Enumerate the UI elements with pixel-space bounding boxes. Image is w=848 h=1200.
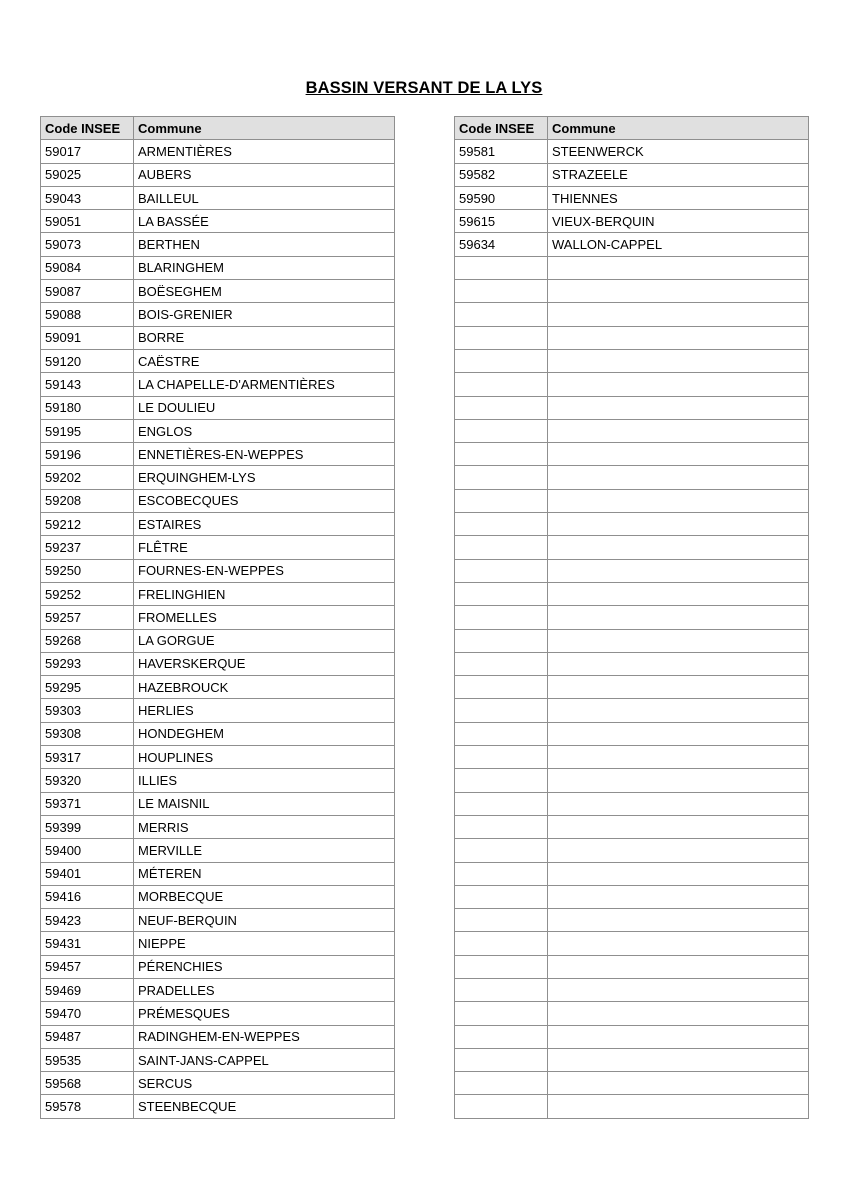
table-header-row [455,117,809,140]
cell-code-insee [455,513,548,536]
cell-commune [548,280,809,303]
table-row [41,746,395,769]
cell-commune [548,559,809,582]
cell-code-insee: 59051 [41,210,134,233]
cell-commune [548,303,809,326]
cell-code-insee [455,652,548,675]
table-row [455,349,809,372]
cell-code-insee: 59252 [41,582,134,605]
cell-code-insee [455,676,548,699]
cell-code-insee: 59371 [41,792,134,815]
cell-code-insee [455,349,548,372]
cell-commune: VIEUX-BERQUIN [548,210,809,233]
table-row [455,443,809,466]
communes-table-right [454,116,809,1119]
cell-code-insee [455,443,548,466]
cell-code-insee: 59400 [41,839,134,862]
table-row [41,186,395,209]
cell-commune: ESCOBECQUES [134,489,395,512]
cell-commune [548,955,809,978]
cell-commune [548,513,809,536]
cell-commune: LA GORGUE [134,629,395,652]
cell-code-insee [455,559,548,582]
cell-commune [548,443,809,466]
cell-commune: STRAZEELE [548,163,809,186]
cell-code-insee: 59317 [41,746,134,769]
table-row [455,746,809,769]
cell-code-insee [455,746,548,769]
cell-commune: BORRE [134,326,395,349]
cell-code-insee [455,769,548,792]
cell-code-insee [455,419,548,442]
cell-commune: THIENNES [548,186,809,209]
cell-code-insee: 59568 [41,1072,134,1095]
cell-code-insee: 59088 [41,303,134,326]
table-row [455,862,809,885]
cell-code-insee: 59180 [41,396,134,419]
cell-commune: MERRIS [134,815,395,838]
table-row [455,606,809,629]
cell-commune: BOIS-GRENIER [134,303,395,326]
cell-commune [548,885,809,908]
cell-code-insee: 59043 [41,186,134,209]
cell-code-insee [455,1002,548,1025]
cell-commune [548,466,809,489]
cell-code-insee: 59416 [41,885,134,908]
cell-code-insee [455,909,548,932]
cell-code-insee: 59469 [41,978,134,1001]
cell-code-insee [455,932,548,955]
table-row [41,885,395,908]
table-header-row [41,117,395,140]
table-row [41,303,395,326]
table-row [455,466,809,489]
cell-code-insee [455,606,548,629]
table-row [41,1048,395,1071]
table-row [41,1002,395,1025]
table-row [41,932,395,955]
cell-commune: STEENWERCK [548,140,809,163]
table-row [41,1025,395,1048]
table-row [455,536,809,559]
cell-commune: CAËSTRE [134,349,395,372]
cell-commune: ESTAIRES [134,513,395,536]
cell-code-insee: 59084 [41,256,134,279]
table-row [455,1002,809,1025]
table-row [455,186,809,209]
cell-commune: WALLON-CAPPEL [548,233,809,256]
cell-commune [548,1002,809,1025]
cell-code-insee: 59582 [455,163,548,186]
cell-commune: PRADELLES [134,978,395,1001]
table-row [41,233,395,256]
table-row [41,978,395,1001]
cell-commune [548,536,809,559]
table-row [41,210,395,233]
cell-code-insee [455,815,548,838]
table-row [455,513,809,536]
cell-code-insee: 59143 [41,373,134,396]
cell-code-insee [455,792,548,815]
cell-code-insee: 59087 [41,280,134,303]
cell-commune: HOUPLINES [134,746,395,769]
cell-commune [548,1025,809,1048]
cell-commune [548,373,809,396]
cell-code-insee: 59634 [455,233,548,256]
cell-commune: PÉRENCHIES [134,955,395,978]
table-row [41,652,395,675]
table-row [455,815,809,838]
table-row [41,722,395,745]
cell-code-insee [455,699,548,722]
table-row [455,955,809,978]
cell-commune [548,1095,809,1118]
cell-commune: FROMELLES [134,606,395,629]
cell-code-insee [455,396,548,419]
table-row [455,978,809,1001]
page-title: BASSIN VERSANT DE LA LYS [305,79,543,97]
cell-commune [548,862,809,885]
cell-commune [548,978,809,1001]
cell-code-insee: 59303 [41,699,134,722]
cell-code-insee [455,722,548,745]
cell-commune: FLÊTRE [134,536,395,559]
table-row [455,722,809,745]
header-commune: Commune [548,117,809,140]
cell-code-insee: 59320 [41,769,134,792]
table-row [41,1072,395,1095]
table-row [41,955,395,978]
cell-code-insee: 59423 [41,909,134,932]
cell-commune [548,746,809,769]
cell-code-insee: 59017 [41,140,134,163]
table-row [455,909,809,932]
table-row [41,280,395,303]
table-row [455,326,809,349]
table-row [41,349,395,372]
cell-commune [548,326,809,349]
cell-code-insee [455,466,548,489]
table-row [455,210,809,233]
cell-commune [548,792,809,815]
cell-commune [548,349,809,372]
cell-commune: ARMENTIÈRES [134,140,395,163]
table-row [41,839,395,862]
table-row [41,536,395,559]
cell-commune: STEENBECQUE [134,1095,395,1118]
cell-commune: HAZEBROUCK [134,676,395,699]
cell-commune [548,1072,809,1095]
cell-code-insee: 59025 [41,163,134,186]
table-row [41,769,395,792]
cell-code-insee: 59257 [41,606,134,629]
cell-commune: HAVERSKERQUE [134,652,395,675]
cell-code-insee [455,256,548,279]
table-row [455,256,809,279]
table-row [455,769,809,792]
cell-code-insee: 59581 [455,140,548,163]
table-row [455,163,809,186]
cell-commune [548,489,809,512]
table-row [455,396,809,419]
cell-code-insee: 59295 [41,676,134,699]
table-row [41,489,395,512]
cell-commune: FOURNES-EN-WEPPES [134,559,395,582]
cell-commune: NIEPPE [134,932,395,955]
cell-code-insee [455,862,548,885]
communes-table-left [40,116,395,1119]
cell-commune [548,815,809,838]
cell-code-insee: 59237 [41,536,134,559]
cell-commune: LE MAISNIL [134,792,395,815]
table-row [41,140,395,163]
cell-code-insee: 59487 [41,1025,134,1048]
cell-commune [548,769,809,792]
cell-commune [548,256,809,279]
header-commune: Commune [134,117,395,140]
cell-commune [548,839,809,862]
cell-commune: MERVILLE [134,839,395,862]
table-row [455,582,809,605]
table-row [455,1048,809,1071]
cell-code-insee [455,1025,548,1048]
table-row [41,466,395,489]
cell-commune: ERQUINGHEM-LYS [134,466,395,489]
table-row [41,582,395,605]
cell-commune [548,652,809,675]
table-row [41,419,395,442]
cell-code-insee: 59308 [41,722,134,745]
cell-commune [548,419,809,442]
cell-commune [548,909,809,932]
cell-code-insee [455,326,548,349]
table-row [455,652,809,675]
cell-code-insee [455,839,548,862]
cell-code-insee: 59212 [41,513,134,536]
cell-commune: LA CHAPELLE-D'ARMENTIÈRES [134,373,395,396]
cell-commune: HONDEGHEM [134,722,395,745]
cell-commune: BLARINGHEM [134,256,395,279]
table-row [455,839,809,862]
cell-commune: LE DOULIEU [134,396,395,419]
table-row [41,1095,395,1118]
cell-code-insee: 59120 [41,349,134,372]
cell-commune [548,932,809,955]
cell-code-insee [455,1048,548,1071]
table-row [455,1025,809,1048]
cell-commune: SERCUS [134,1072,395,1095]
cell-commune [548,606,809,629]
cell-commune: MÉTEREN [134,862,395,885]
table-row [41,862,395,885]
cell-commune: BOËSEGHEM [134,280,395,303]
table-row [455,373,809,396]
table-row [455,1072,809,1095]
table-row [455,932,809,955]
cell-code-insee [455,536,548,559]
cell-code-insee [455,1095,548,1118]
table-row [455,676,809,699]
cell-commune: FRELINGHIEN [134,582,395,605]
cell-code-insee: 59208 [41,489,134,512]
table-row [455,233,809,256]
table-row [41,396,395,419]
table-body-right [455,140,809,1118]
table-row [455,303,809,326]
table-row [455,885,809,908]
cell-code-insee [455,978,548,1001]
cell-code-insee: 59470 [41,1002,134,1025]
table-row [41,909,395,932]
cell-code-insee [455,629,548,652]
table-row [41,676,395,699]
cell-commune [548,722,809,745]
cell-code-insee: 59195 [41,419,134,442]
table-row [41,606,395,629]
cell-commune: RADINGHEM-EN-WEPPES [134,1025,395,1048]
cell-code-insee: 59250 [41,559,134,582]
cell-code-insee: 59535 [41,1048,134,1071]
cell-code-insee: 59578 [41,1095,134,1118]
table-row [455,280,809,303]
cell-code-insee: 59457 [41,955,134,978]
cell-code-insee [455,885,548,908]
cell-code-insee [455,1072,548,1095]
table-row [41,699,395,722]
cell-code-insee: 59073 [41,233,134,256]
table-row [41,256,395,279]
table-row [41,792,395,815]
cell-commune [548,396,809,419]
cell-code-insee [455,280,548,303]
table-row [455,699,809,722]
table-row [41,443,395,466]
cell-code-insee: 59431 [41,932,134,955]
table-row [455,629,809,652]
cell-code-insee [455,373,548,396]
cell-code-insee: 59268 [41,629,134,652]
table-row [41,513,395,536]
cell-commune: MORBECQUE [134,885,395,908]
cell-code-insee [455,955,548,978]
table-row [41,163,395,186]
cell-code-insee: 59590 [455,186,548,209]
cell-commune: AUBERS [134,163,395,186]
cell-commune: LA BASSÉE [134,210,395,233]
cell-code-insee: 59399 [41,815,134,838]
cell-code-insee [455,582,548,605]
cell-commune [548,629,809,652]
cell-code-insee: 59293 [41,652,134,675]
cell-code-insee: 59091 [41,326,134,349]
table-row [41,559,395,582]
header-code-insee: Code INSEE [41,117,134,140]
cell-commune: ENNETIÈRES-EN-WEPPES [134,443,395,466]
cell-commune [548,1048,809,1071]
cell-code-insee: 59196 [41,443,134,466]
cell-commune: BAILLEUL [134,186,395,209]
cell-commune: HERLIES [134,699,395,722]
cell-code-insee: 59615 [455,210,548,233]
cell-commune: BERTHEN [134,233,395,256]
cell-code-insee [455,303,548,326]
table-body-left [41,140,395,1118]
table-row [455,489,809,512]
cell-commune [548,676,809,699]
cell-commune: ILLIES [134,769,395,792]
table-row [455,419,809,442]
table-row [41,629,395,652]
cell-code-insee [455,489,548,512]
cell-commune: NEUF-BERQUIN [134,909,395,932]
cell-commune: ENGLOS [134,419,395,442]
header-code-insee: Code INSEE [455,117,548,140]
table-row [455,559,809,582]
cell-commune [548,582,809,605]
table-row [455,792,809,815]
table-row [41,373,395,396]
cell-code-insee: 59401 [41,862,134,885]
table-row [455,140,809,163]
cell-commune: PRÉMESQUES [134,1002,395,1025]
table-row [41,815,395,838]
cell-commune: SAINT-JANS-CAPPEL [134,1048,395,1071]
cell-commune [548,699,809,722]
table-row [455,1095,809,1118]
cell-code-insee: 59202 [41,466,134,489]
table-row [41,326,395,349]
